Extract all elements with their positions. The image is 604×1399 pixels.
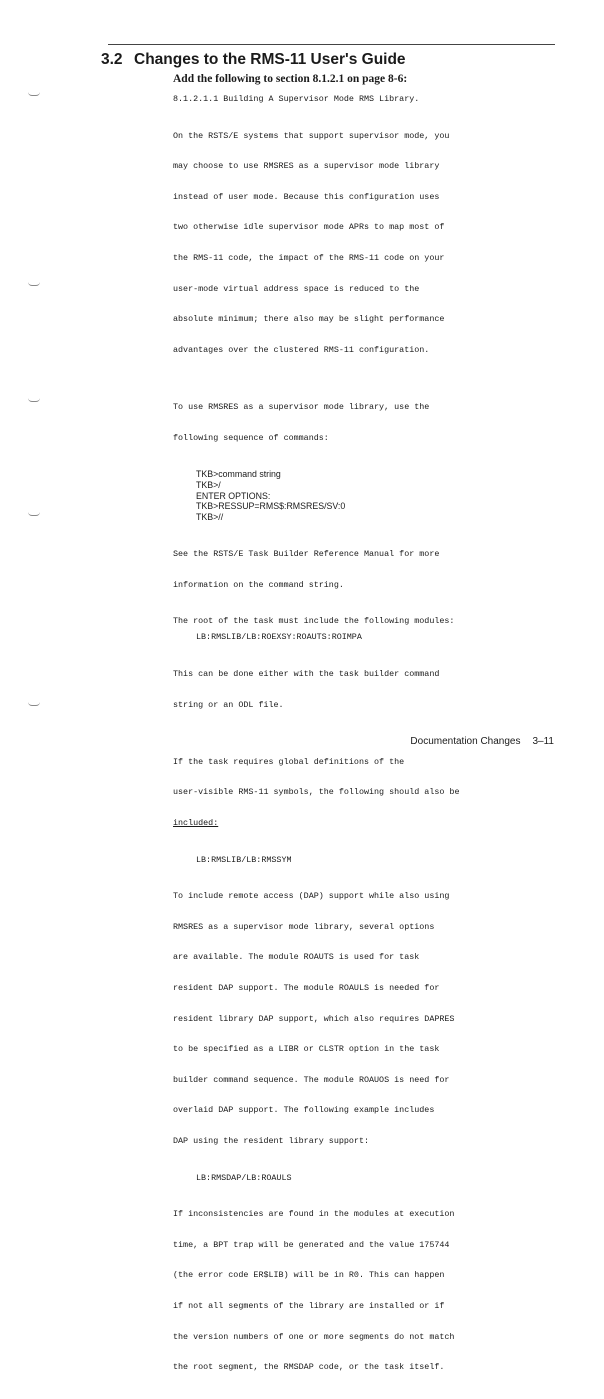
- paragraph-root-modules: The root of the task must include the following modules:: [173, 616, 455, 627]
- footer-section: Documentation Changes: [410, 736, 521, 747]
- paragraph-inconsistencies: [173, 1189, 493, 1393]
- command-sequence: [196, 469, 493, 523]
- text-line: time, a BPT trap will be generated and the value 175744: [173, 1239, 450, 1250]
- section-title: Changes to the RMS-11 User's Guide: [134, 51, 406, 68]
- text-line: advantages over the clustered RMS-11 configuration.: [173, 344, 430, 355]
- text-line: following sequence of commands:: [173, 432, 329, 443]
- text-line: user-visible RMS-11 symbols, the following should also be: [173, 787, 460, 798]
- text-line: instead of user mode. Because this configuration uses: [173, 191, 440, 202]
- text-line: absolute minimum; there also may be slight performance: [173, 314, 445, 325]
- text-line: If inconsistencies are found in the modules at execution: [173, 1209, 455, 1220]
- text-line: the version numbers of one or more segments do not match: [173, 1331, 455, 1342]
- text-line: string or an ODL file.: [173, 699, 284, 710]
- binding-hole-mark: [28, 512, 40, 516]
- command-line: TKB>command string: [196, 469, 281, 480]
- text-line: are available. The module ROAUTS is used for task: [173, 952, 420, 963]
- page-number: 3–11: [532, 736, 554, 747]
- code-root-modules: LB:RMSLIB/LB:ROEXSY:ROAUTS:ROIMPA: [196, 632, 362, 643]
- text-line: To use RMSRES as a supervisor mode library, use the: [173, 401, 430, 412]
- paragraph-see-manual: [173, 529, 493, 611]
- text-line: resident library DAP support, which also requires DAPRES: [173, 1013, 455, 1024]
- text-line: (the error code ER$LIB) will be in R0. This can happen: [173, 1270, 445, 1281]
- intro-instruction: Add the following to section 8.1.2.1 on page 8-6:: [173, 73, 408, 85]
- text-line: DAP using the resident library support:: [173, 1136, 370, 1146]
- text-line: overlaid DAP support. The following example includes: [173, 1105, 435, 1116]
- text-line: information on the command string.: [173, 579, 344, 590]
- text-line: This can be done either with the task builder command: [173, 669, 440, 680]
- subheading: 8.1.2.1.1 Building A Supervisor Mode RMS Library.: [173, 94, 420, 104]
- page-footer: [410, 736, 554, 747]
- paragraph-dap-support: [173, 871, 493, 1167]
- paragraph-supervisor-mode: [173, 110, 493, 375]
- paragraph-global-definitions: [173, 736, 493, 848]
- text-line: if not all segments of the library are installed or if: [173, 1301, 445, 1312]
- command-line: TKB>/: [196, 479, 221, 490]
- binding-hole-mark: [28, 92, 40, 96]
- paragraph-odl: [173, 649, 493, 731]
- text-line: resident DAP support. The module ROAULS is needed for: [173, 982, 440, 993]
- code-rmssym: LB:RMSLIB/LB:RMSSYM: [196, 854, 292, 865]
- text-line: builder command sequence. The module ROAUOS is need for: [173, 1074, 450, 1085]
- text-line: On the RSTS/E systems that support supervisor mode, you: [173, 130, 450, 141]
- paragraph-use-rmsres: [173, 381, 493, 463]
- header-rule: [108, 44, 555, 45]
- text-line: the RMS-11 code, the impact of the RMS-11 code on your: [173, 253, 445, 264]
- text-line: to be specified as a LIBR or CLSTR option in the task: [173, 1044, 440, 1055]
- command-line: TKB>RESSUP=RMS$:RMSRES/SV:0: [196, 501, 346, 512]
- command-line: ENTER OPTIONS:: [196, 490, 271, 501]
- binding-hole-mark: [28, 702, 40, 706]
- section-number: 3.2: [101, 51, 123, 68]
- text-line: the root segment, the RMSDAP code, or the task itself.: [173, 1362, 445, 1373]
- text-line: two otherwise idle supervisor mode APRs to map most of: [173, 222, 445, 233]
- text-line: If the task requires global definitions of the: [173, 756, 405, 767]
- command-line: TKB>//: [196, 511, 224, 522]
- text-line: To include remote access (DAP) support while also using: [173, 891, 450, 902]
- binding-hole-mark: [28, 398, 40, 402]
- text-line: RMSRES as a supervisor mode library, several options: [173, 921, 435, 932]
- code-rmsdap: LB:RMSDAP/LB:ROAULS: [196, 1172, 292, 1183]
- binding-hole-mark: [28, 282, 40, 286]
- text-line: included:: [173, 817, 219, 828]
- text-line: user-mode virtual address space is reduced to the: [173, 283, 420, 294]
- text-line: See the RSTS/E Task Builder Reference Manual for more: [173, 549, 440, 560]
- text-line: may choose to use RMSRES as a supervisor mode library: [173, 161, 440, 172]
